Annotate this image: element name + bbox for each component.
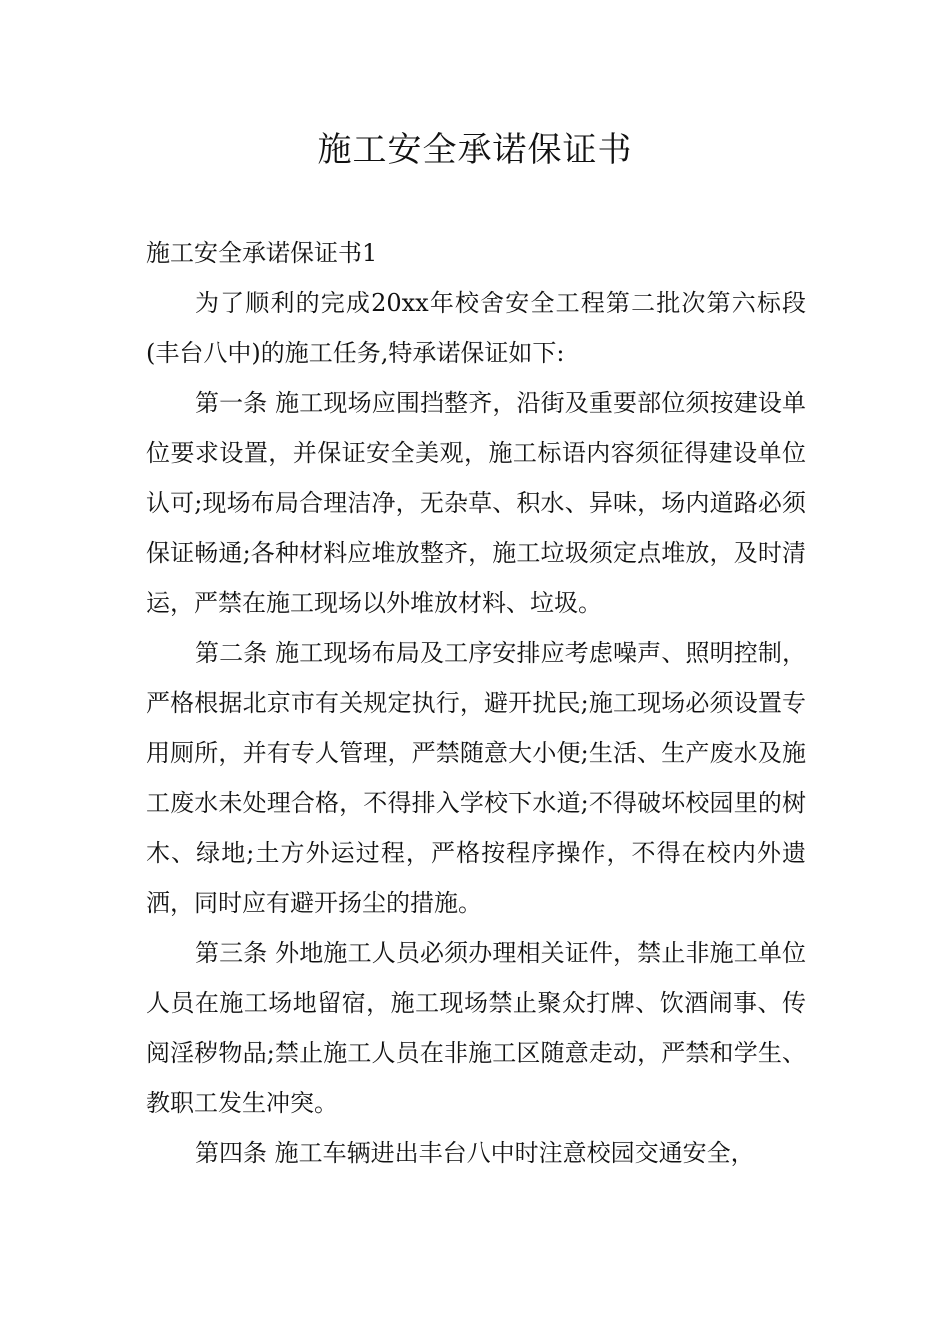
paragraph-article-2: 第二条 施工现场布局及工序安排应考虑噪声、照明控制，严格根据北京市有关规定执行，避开扰民;施工现场必须设置专用厕所，并有专人管理，严禁随意大小便;生活、生产废水及施工废水未处理合格，不得排入学校下水道;不得破坏校园里的树木、绿地;土方外运过程，严格按程序操作，不得在校内外遗洒，同时应有避开扬尘的措施。	[146, 639, 806, 917]
document-body	[146, 228, 806, 1178]
document-title: 施工安全承诺保证书	[317, 130, 633, 170]
document-subtitle: 施工安全承诺保证书1	[146, 239, 378, 267]
paragraph-article-3: 第三条 外地施工人员必须办理相关证件，禁止非施工单位人员在施工场地留宿，施工现场禁止聚众打牌、饮酒闹事、传阅淫秽物品;禁止施工人员在非施工区随意走动，严禁和学生、教职工发生冲突。	[146, 939, 806, 1117]
paragraph-intro: 为了顺利的完成20xx年校舍安全工程第二批次第六标段(丰台八中)的施工任务,特承诺保证如下:	[146, 289, 806, 367]
paragraph-article-4: 第四条 施工车辆进出丰台八中时注意校园交通安全，	[195, 1139, 755, 1167]
paragraph-article-1: 第一条 施工现场应围挡整齐，沿街及重要部位须按建设单位要求设置，并保证安全美观，施工标语内容须征得建设单位认可;现场布局合理洁净，无杂草、积水、异味，场内道路必须保证畅通;各种材料应堆放整齐，施工垃圾须定点堆放，及时清运，严禁在施工现场以外堆放材料、垃圾。	[146, 389, 806, 617]
